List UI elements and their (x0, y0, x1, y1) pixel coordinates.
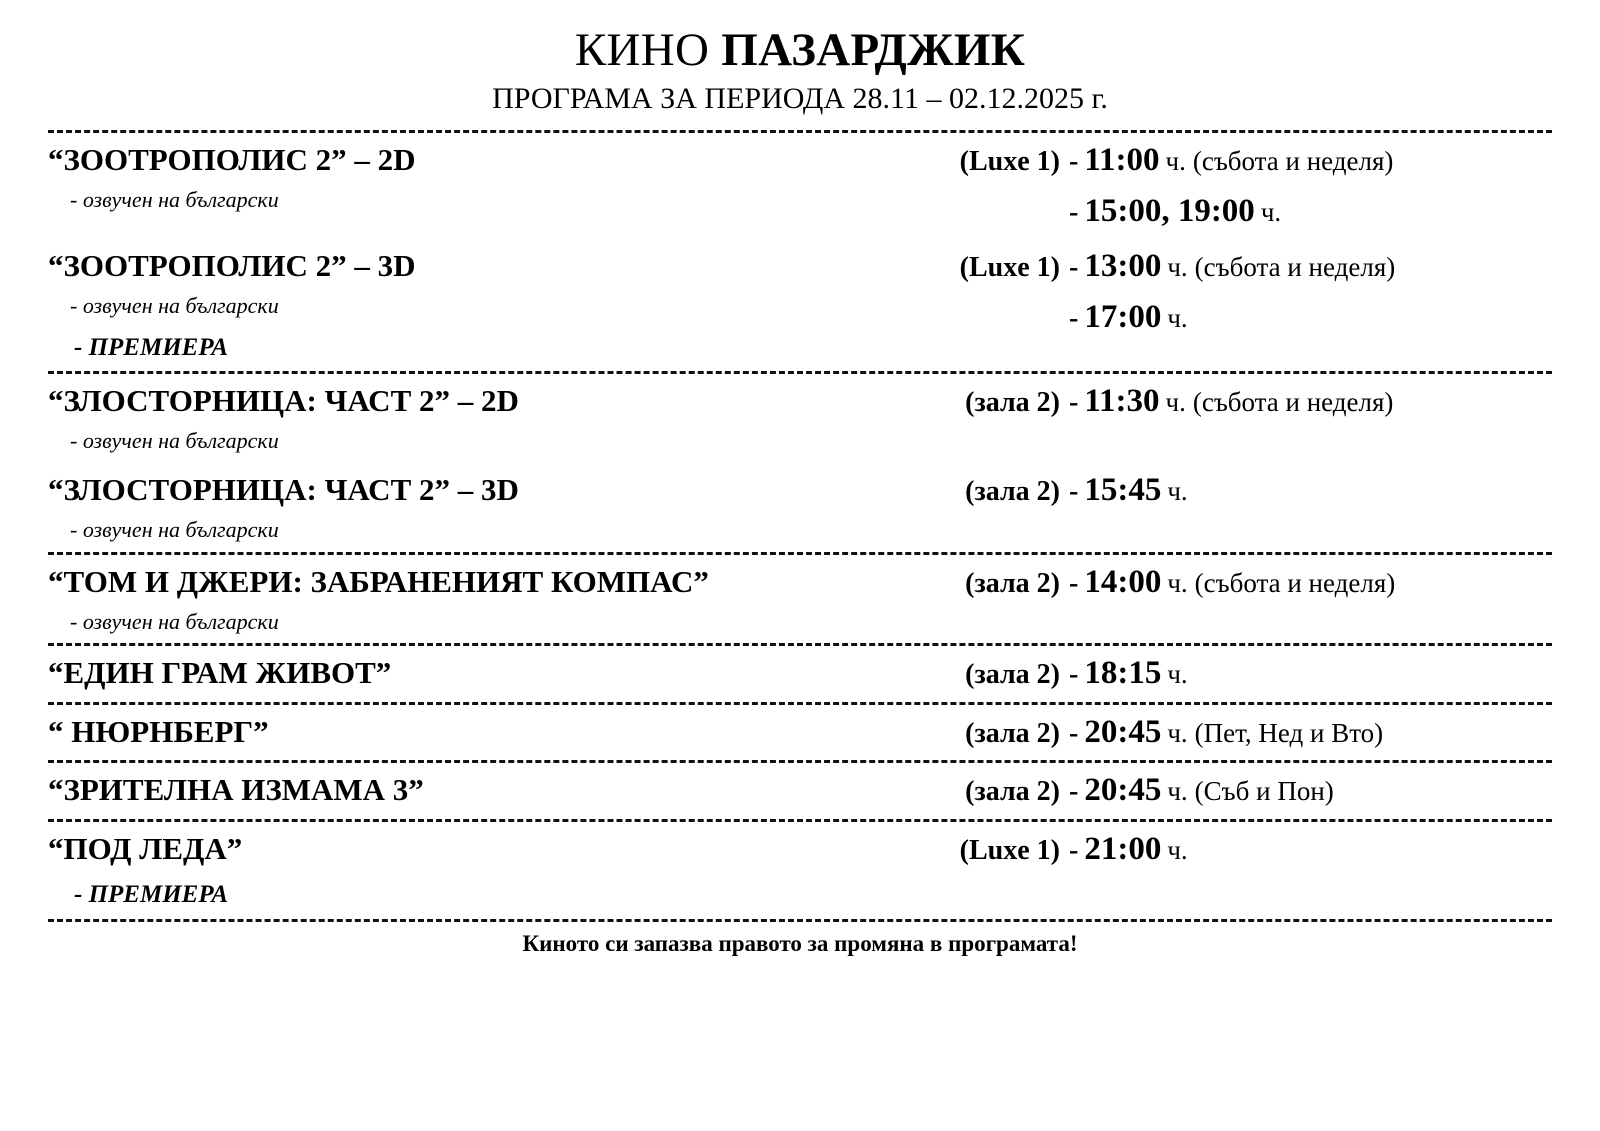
hall-label: (Luxe 1) (959, 146, 1060, 178)
hall-label: (зала 2) (965, 717, 1060, 749)
time-block (1069, 191, 1281, 233)
showtime-list (910, 829, 1552, 871)
showtime-value[interactable]: 17:00 (1084, 298, 1162, 335)
showtime-row[interactable] (910, 140, 1552, 182)
showtime-row[interactable] (910, 653, 1552, 695)
hall-label: (зала 2) (965, 659, 1060, 691)
time-dash: - (1069, 475, 1079, 507)
time-dash: - (1069, 659, 1079, 691)
showtime-row[interactable] (910, 770, 1552, 812)
film-info (48, 470, 910, 545)
time-block (1069, 562, 1395, 604)
showtime-row[interactable] (910, 712, 1552, 754)
time-block (1069, 470, 1188, 512)
dubbing-note: - озвучен на български (70, 293, 279, 319)
film-info (48, 140, 910, 215)
hall-label: (зала 2) (965, 387, 1060, 419)
hour-unit: ч. (1167, 475, 1188, 506)
showtime-row[interactable] (910, 297, 1552, 339)
days-label: (Пет, Нед и Вто) (1194, 717, 1384, 748)
hour-unit: ч. (1167, 776, 1188, 807)
days-label: (събота и неделя) (1192, 146, 1394, 177)
film-title[interactable]: “ЗЛОСТОРНИЦА: ЧАСТ 2” – 3D (48, 471, 519, 507)
film-info (48, 712, 910, 751)
showtime-list (910, 562, 1552, 604)
showtime-list (910, 246, 1552, 338)
showtime-row[interactable] (910, 381, 1552, 423)
film-entry[interactable] (48, 140, 1552, 232)
time-dash: - (1069, 387, 1079, 419)
days-label: (събота и неделя) (1194, 252, 1396, 283)
film-entry[interactable] (48, 829, 1552, 912)
hall-label: (зала 2) (965, 776, 1060, 808)
time-block (1069, 712, 1383, 754)
showtime-list (910, 770, 1552, 812)
dubbing-note: - озвучен на български (70, 517, 279, 542)
hour-unit: ч. (1167, 834, 1188, 865)
film-title[interactable]: “ПОД ЛЕДА” (48, 830, 243, 866)
showtime-value[interactable]: 13:00 (1084, 248, 1162, 285)
time-dash: - (1069, 196, 1079, 228)
showtime-value[interactable]: 15:45 (1084, 471, 1162, 508)
time-block (1069, 381, 1393, 423)
time-block (1069, 770, 1334, 812)
film-group (48, 374, 1552, 551)
film-group (48, 133, 1552, 371)
dubbing-note: - озвучен на български (70, 608, 279, 634)
page-header (48, 0, 1552, 116)
hall-label: (Luxe 1) (959, 252, 1060, 284)
film-info (48, 246, 910, 364)
time-dash: - (1069, 252, 1079, 284)
hall-label: (зала 2) (965, 567, 1060, 599)
premiere-note: - ПРЕМИЕРА (74, 881, 229, 909)
schedule-list (48, 133, 1552, 919)
film-entry[interactable] (48, 562, 1552, 637)
film-title[interactable]: “ЗООТРОПОЛИС 2” – 3D (48, 248, 416, 284)
hall-label: (зала 2) (965, 475, 1060, 507)
time-dash: - (1069, 776, 1079, 808)
showtime-list (910, 140, 1552, 232)
hour-unit: ч. (1167, 567, 1188, 598)
film-title[interactable]: “ЕДИН ГРАМ ЖИВОТ” (48, 655, 392, 691)
hour-unit: ч. (1167, 717, 1188, 748)
hour-unit: ч. (1167, 659, 1188, 690)
disclaimer-note: Киното си запазва правото за промяна в програмата! (522, 930, 1078, 956)
time-dash: - (1069, 717, 1079, 749)
showtime-value[interactable]: 20:45 (1084, 772, 1162, 809)
showtime-value[interactable]: 14:00 (1084, 563, 1162, 600)
showtime-row[interactable] (910, 470, 1552, 512)
film-entry[interactable] (48, 770, 1552, 812)
showtime-value[interactable]: 18:15 (1084, 655, 1162, 692)
film-title[interactable]: “ЗРИТЕЛНА ИЗМАМА 3” (48, 772, 424, 808)
cinema-label: КИНО (574, 24, 710, 76)
hall-label: (Luxe 1) (959, 834, 1060, 866)
days-label: (събота и неделя) (1192, 387, 1394, 418)
program-period: ПРОГРАМА ЗА ПЕРИОДА 28.11 – 02.12.2025 г. (492, 81, 1108, 115)
film-group (48, 705, 1552, 761)
film-info (48, 381, 910, 456)
hour-unit: ч. (1165, 387, 1186, 418)
film-group (48, 822, 1552, 919)
showtime-value[interactable]: 11:30 (1084, 383, 1160, 420)
time-block (1069, 140, 1393, 182)
film-entry[interactable] (48, 712, 1552, 754)
hour-unit: ч. (1260, 196, 1282, 227)
showtime-value[interactable]: 21:00 (1084, 830, 1162, 867)
film-title[interactable]: “ТОМ И ДЖЕРИ: ЗАБРАНЕНИЯТ КОМПАС” (48, 563, 709, 599)
film-title[interactable]: “ НЮРНБЕРГ” (48, 713, 269, 749)
showtime-list (910, 381, 1552, 423)
showtime-row[interactable] (910, 191, 1552, 233)
showtime-row[interactable] (910, 246, 1552, 288)
film-entry[interactable] (48, 246, 1552, 364)
time-dash: - (1069, 146, 1079, 178)
film-info (48, 829, 910, 912)
film-info (48, 562, 910, 637)
film-entry[interactable] (48, 470, 1552, 545)
showtime-value[interactable]: 15:00, 19:00 (1084, 192, 1255, 229)
film-group (48, 646, 1552, 702)
showtime-list (910, 470, 1552, 512)
days-label: (Съб и Пон) (1194, 776, 1334, 807)
time-block (1069, 246, 1395, 288)
time-dash: - (1069, 567, 1079, 599)
film-info (48, 770, 910, 809)
film-entry[interactable] (48, 653, 1552, 695)
hour-unit: ч. (1165, 146, 1186, 177)
film-group (48, 763, 1552, 819)
film-entry[interactable] (48, 381, 1552, 456)
time-dash: - (1069, 302, 1079, 334)
film-group (48, 555, 1552, 644)
hour-unit: ч. (1167, 252, 1188, 283)
showtime-value[interactable]: 20:45 (1084, 713, 1162, 750)
days-label: (събота и неделя) (1194, 567, 1396, 598)
showtime-list (910, 653, 1552, 695)
showtime-row[interactable] (910, 829, 1552, 871)
time-block (1069, 297, 1188, 339)
premiere-note: - ПРЕМИЕРА (74, 333, 229, 361)
dubbing-note: - озвучен на български (70, 187, 279, 213)
page-title (48, 24, 1552, 77)
time-block (1069, 829, 1188, 871)
film-title[interactable]: “ЗЛОСТОРНИЦА: ЧАСТ 2” – 2D (48, 383, 519, 419)
showtime-row[interactable] (910, 562, 1552, 604)
cinema-name: ПАЗАРДЖИК (721, 24, 1026, 76)
time-dash: - (1069, 834, 1079, 866)
dubbing-note: - озвучен на български (70, 428, 279, 454)
hour-unit: ч. (1167, 302, 1188, 333)
film-info (48, 653, 910, 692)
showtime-value[interactable]: 11:00 (1084, 142, 1160, 179)
time-block (1069, 653, 1188, 695)
film-title[interactable]: “ЗООТРОПОЛИС 2” – 2D (48, 142, 416, 178)
showtime-list (910, 712, 1552, 754)
